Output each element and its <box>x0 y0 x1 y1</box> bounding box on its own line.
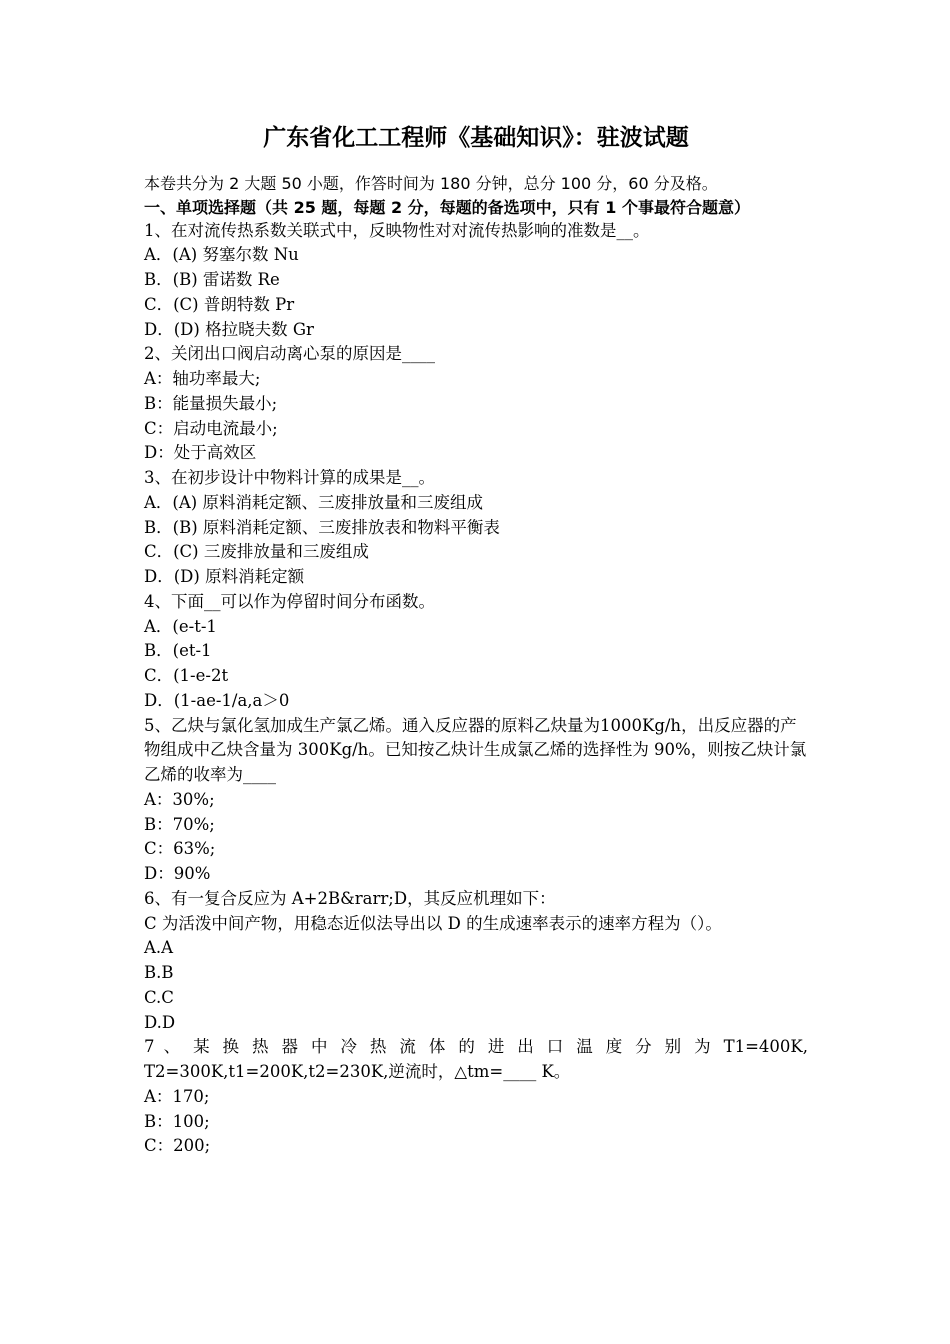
question-stem: 1、在对流传热系数关联式中，反映物性对对流传热影响的准数是__。 <box>144 220 650 240</box>
option-b: B．(B) 原料消耗定额、三废排放表和物料平衡表 <box>144 517 500 537</box>
document-page <box>144 118 808 1159</box>
option-c: C：启动电流最小; <box>144 418 278 438</box>
question-stem: 6、有一复合反应为 A+2B&rarr;D，其反应机理如下： <box>144 888 556 908</box>
document-title: 广东省化工工程师《基础知识》：驻波试题 <box>263 125 689 151</box>
question-3 <box>144 466 808 590</box>
question-stem: 2、关闭出口阀启动离心泵的原因是____ <box>144 344 435 364</box>
option-b: B：70%; <box>144 814 215 834</box>
question-stem-continued: C 为活泼中间产物，用稳态近似法导出以 D 的生成速率表示的速率方程为（）。 <box>144 913 722 933</box>
question-7 <box>144 1035 808 1159</box>
option-b: B．(B) 雷诺数 Re <box>144 270 280 289</box>
option-a: A：30%; <box>144 789 215 809</box>
option-d: D：90% <box>144 864 211 883</box>
option-d: D．(1-ae-1/a,a＞0 <box>144 690 290 710</box>
question-stem: 5、乙炔与氯化氢加成生产氯乙烯。通入反应器的原料乙炔量为1000Kg/h，出反应器的产物组成中乙炔含量为 300Kg/h。已知按乙炔计生成氯乙烯的选择性为 90%，则按乙炔计氯乙烯的收率为____ <box>144 715 807 784</box>
question-5 <box>144 714 808 887</box>
option-a: A：轴功率最大; <box>144 369 261 388</box>
exam-intro: 本卷共分为 2 大题 50 小题，作答时间为 180 分钟，总分 100 分，60 分及格。 <box>144 174 718 193</box>
option-a: A．(A) 努塞尔数 Nu <box>144 245 299 265</box>
option-a: A：170; <box>144 1086 210 1106</box>
option-d: D．(D) 格拉晓夫数 Gr <box>144 319 314 339</box>
option-b: B．(et-1 <box>144 641 212 661</box>
question-1 <box>144 219 808 343</box>
option-c: C．(C) 普朗特数 Pr <box>144 294 295 314</box>
option-c: C.C <box>144 987 174 1007</box>
option-c: C．(1-e-2t <box>144 666 229 685</box>
option-c: C．(C) 三废排放量和三废组成 <box>144 542 369 562</box>
question-stem: 3、在初步设计中物料计算的成果是__。 <box>144 468 435 487</box>
question-stem-continued: T2=300K,t1=200K,t2=230K,逆流时，△tm=____ K。 <box>144 1062 571 1081</box>
option-b: B：能量损失最小; <box>144 393 278 413</box>
question-stem: 7 、 某 换 热 器 中 冷 热 流 体 的 进 出 口 温 度 分 别 为 T1=400K, <box>144 1037 808 1057</box>
option-a: A．(A) 原料消耗定额、三废排放量和三废组成 <box>144 492 483 512</box>
option-d: D.D <box>144 1012 176 1032</box>
option-a: A．(e-t-1 <box>144 616 217 636</box>
option-b: B：100; <box>144 1111 210 1131</box>
question-6 <box>144 887 808 1036</box>
section-heading: 一、单项选择题（共 25 题，每题 2 分，每题的备选项中，只有 1 个事最符合题意） <box>144 197 750 217</box>
question-2 <box>144 342 808 466</box>
option-a: A.A <box>144 938 174 958</box>
option-c: C：200; <box>144 1136 211 1156</box>
option-d: D：处于高效区 <box>144 443 257 463</box>
option-b: B.B <box>144 963 174 982</box>
question-4 <box>144 590 808 714</box>
question-stem: 4、下面__可以作为停留时间分布函数。 <box>144 591 435 611</box>
option-d: D．(D) 原料消耗定额 <box>144 567 305 586</box>
option-c: C：63%; <box>144 839 216 859</box>
